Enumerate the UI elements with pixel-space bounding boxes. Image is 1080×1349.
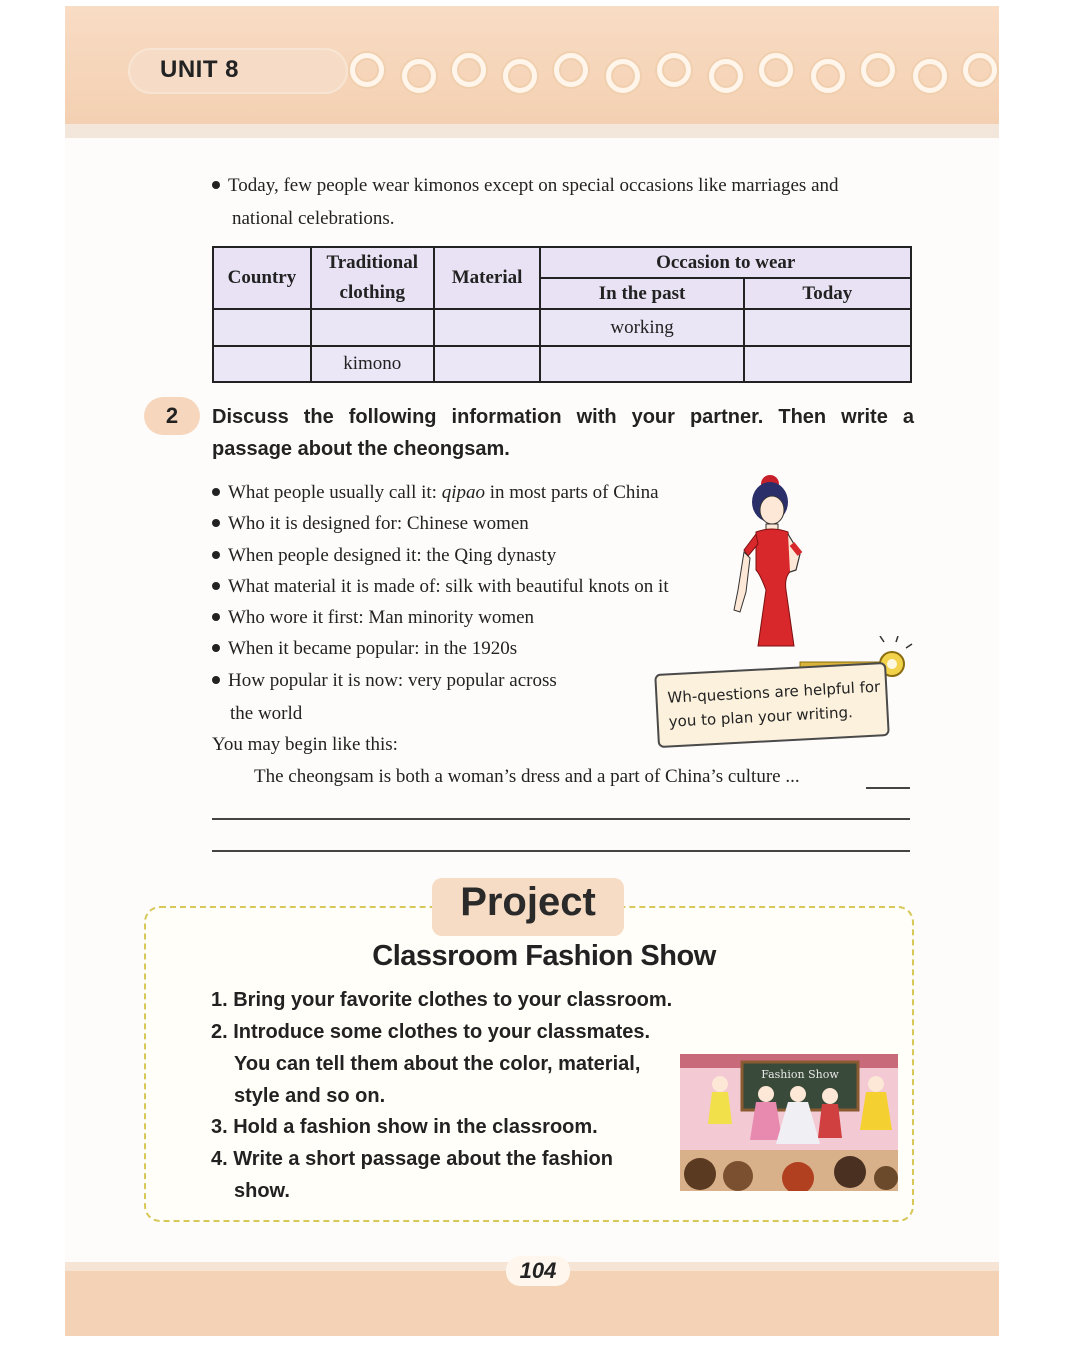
info-bullet: Who wore it first: Man minority women	[212, 607, 534, 629]
table-cell	[434, 309, 541, 346]
ring-decoration-icon	[402, 59, 436, 93]
table-cell	[540, 346, 743, 382]
project-step: 2. Introduce some clothes to your classmates.	[211, 1021, 651, 1043]
info-bullet: Who it is designed for: Chinese women	[212, 513, 529, 535]
writing-line	[212, 818, 910, 820]
project-step: 4. Write a short passage about the fashion	[211, 1148, 613, 1170]
tip-text: Wh-questions are helpful for you to plan your writing.	[667, 677, 881, 731]
info-bullet: What people usually call it: qipao in most parts of China	[212, 482, 659, 504]
project-title: Project	[460, 880, 596, 924]
clothing-table	[212, 246, 912, 383]
table-cell	[744, 346, 911, 382]
table-row	[213, 309, 911, 346]
begin-sentence: The cheongsam is both a woman’s dress and a part of China’s culture ...	[254, 766, 800, 787]
header-traditional-clothing: Traditional clothing	[311, 247, 434, 309]
intro-bullet-continued: national celebrations.	[232, 208, 395, 229]
ring-decoration-icon	[759, 53, 793, 87]
table-cell	[744, 309, 911, 346]
project-step-continued: style and so on.	[234, 1085, 386, 1107]
table-cell: working	[540, 309, 743, 346]
header-today: Today	[744, 278, 911, 309]
ring-decoration-icon	[657, 53, 691, 87]
cheongsam-girl-illustration	[726, 470, 818, 650]
intro-bullet: Today, few people wear kimonos except on special occasions like marriages and	[212, 175, 839, 197]
begin-label: You may begin like this:	[212, 734, 398, 755]
header-in-the-past: In the past	[540, 278, 743, 309]
ring-decoration-icon	[452, 53, 486, 87]
table-cell	[213, 309, 311, 346]
project-step: 3. Hold a fashion show in the classroom.	[211, 1116, 598, 1138]
bullet-icon	[212, 181, 220, 189]
ring-decoration-icon	[861, 53, 895, 87]
info-bullet: What material it is made of: silk with beautiful knots on it	[212, 576, 669, 598]
table-cell: kimono	[311, 346, 434, 382]
table-cell	[311, 309, 434, 346]
ring-decoration-icon	[709, 59, 743, 93]
writing-line	[866, 787, 910, 789]
activity-number-badge: 2	[144, 397, 200, 435]
ring-decoration-icon	[554, 53, 588, 87]
ring-decoration-icon	[963, 53, 997, 87]
info-bullet: When people designed it: the Qing dynasty	[212, 545, 556, 567]
project-step-continued: show.	[234, 1180, 290, 1202]
header-occasion: Occasion to wear	[540, 247, 911, 278]
header-country: Country	[213, 247, 311, 309]
ring-decoration-icon	[350, 53, 384, 87]
ring-decoration-icon	[913, 59, 947, 93]
bullet-icon	[212, 676, 220, 684]
ring-decoration-icon	[606, 59, 640, 93]
project-step-continued: You can tell them about the color, material,	[234, 1053, 641, 1075]
unit-label: UNIT 8	[160, 56, 240, 83]
header-band-shadow	[65, 124, 999, 138]
bullet-icon	[212, 551, 220, 559]
bullet-icon	[212, 519, 220, 527]
writing-line	[212, 850, 910, 852]
table-cell	[213, 346, 311, 382]
bullet-icon	[212, 613, 220, 621]
page-number: 104	[506, 1256, 570, 1286]
bullet-icon	[212, 488, 220, 496]
project-subtitle: Classroom Fashion Show	[372, 940, 716, 972]
info-bullet-continued: the world	[230, 703, 303, 724]
activity-instruction: Discuss the following information with your partner. Then write a passage about the cheongsam.	[212, 406, 914, 460]
info-bullet: How popular it is now: very popular across	[212, 670, 557, 692]
table-cell	[434, 346, 541, 382]
bullet-icon	[212, 644, 220, 652]
ring-decoration-icon	[811, 59, 845, 93]
ring-decoration-icon	[503, 59, 537, 93]
project-step: 1. Bring your favorite clothes to your classroom.	[211, 989, 673, 1011]
table-row	[213, 346, 911, 382]
info-bullet: When it became popular: in the 1920s	[212, 638, 517, 660]
header-material: Material	[434, 247, 541, 309]
bullet-icon	[212, 582, 220, 590]
fashion-show-illustration	[680, 1054, 898, 1191]
fashion-show-caption: Fashion Show	[761, 1068, 839, 1081]
